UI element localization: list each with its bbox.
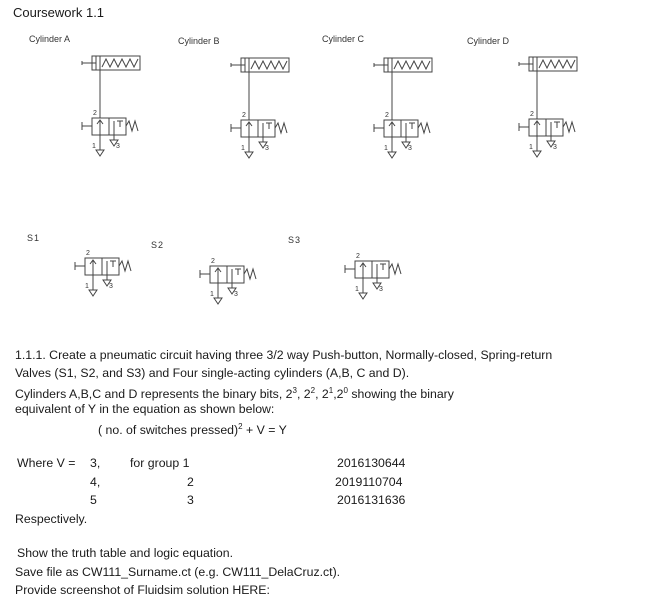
valve-a-symbol: [82, 118, 138, 156]
task-line-1: 1.1.1. Create a pneumatic circuit having three 3/2 way Push-button, Normally-closed, Spring-return: [15, 348, 553, 362]
switch-s3-label: S3: [288, 235, 302, 245]
port-label: 2: [530, 111, 534, 118]
cylinder-c-symbol: [374, 58, 432, 72]
port-label: 1: [355, 286, 359, 293]
port-label: 1: [529, 144, 533, 151]
switch-s1-label: S1: [27, 233, 41, 243]
port-label: 3: [379, 286, 383, 293]
group-label: 2: [187, 475, 194, 489]
task-line-2: Valves (S1, S2, and S3) and Four single-acting cylinders (A,B, C and D).: [15, 366, 410, 380]
port-label: 2: [86, 250, 90, 257]
port-label: 2: [93, 110, 97, 117]
respectively-label: Respectively.: [15, 512, 88, 526]
port-label: 1: [384, 145, 388, 152]
valve-c-symbol: [374, 120, 430, 158]
cylinder-d-label: Cylinder D: [467, 36, 510, 46]
footer-line-1: Show the truth table and logic equation.: [17, 546, 234, 560]
equation: ( no. of switches pressed)$^2$ + V = Y: [98, 422, 287, 438]
student-id: 2016131636: [337, 493, 406, 507]
footer-line-2: Save file as CW111_Surname.ct (e.g. CW111_DelaCruz.ct).: [15, 565, 341, 579]
group-label: for group 1: [130, 456, 190, 470]
student-id: 2016130644: [337, 456, 406, 470]
valve-b-symbol: [231, 120, 287, 158]
valve-s3-symbol: [345, 261, 401, 299]
where-label: Where V =: [17, 456, 76, 470]
group-label: 3: [187, 493, 194, 507]
v-value: 5: [90, 493, 97, 507]
port-label: 3: [109, 283, 113, 290]
v-value: 3,: [90, 456, 101, 470]
cylinder-a-symbol: [82, 56, 140, 70]
port-label: 3: [265, 145, 269, 152]
page-title: Coursework 1.1: [13, 5, 105, 20]
port-label: 2: [356, 253, 360, 260]
student-id: 2019110704: [335, 475, 403, 489]
port-label: 2: [242, 112, 246, 119]
port-label: 3: [553, 144, 557, 151]
cylinder-b-label: Cylinder B: [178, 36, 220, 46]
port-label: 1: [85, 283, 89, 290]
task-line-3: Cylinders A,B,C and D represents the binary bits, $2^3$, $2^2$, $2^1,2^0$ showing the binary: [15, 386, 454, 402]
cylinder-c-label: Cylinder C: [322, 34, 365, 44]
cylinder-b-symbol: [231, 58, 289, 72]
valve-s1-symbol: [75, 258, 131, 296]
port-label: 3: [116, 143, 120, 150]
port-label: 1: [210, 291, 214, 298]
task-line-4: equivalent of Y in the equation as shown below:: [15, 402, 275, 416]
valve-d-symbol: [519, 119, 575, 157]
port-label: 3: [234, 291, 238, 298]
port-label: 2: [385, 112, 389, 119]
valve-s2-symbol: [200, 266, 256, 304]
footer-line-3: Provide screenshot of Fluidsim solution HERE:: [15, 583, 270, 597]
port-label: 1: [241, 145, 245, 152]
port-label: 3: [408, 145, 412, 152]
cylinder-d-symbol: [519, 57, 577, 71]
switch-s2-label: S2: [151, 240, 165, 250]
v-value: 4,: [90, 475, 101, 489]
port-label: 2: [211, 258, 215, 265]
port-label: 1: [92, 143, 96, 150]
cylinder-a-label: Cylinder A: [29, 34, 71, 44]
